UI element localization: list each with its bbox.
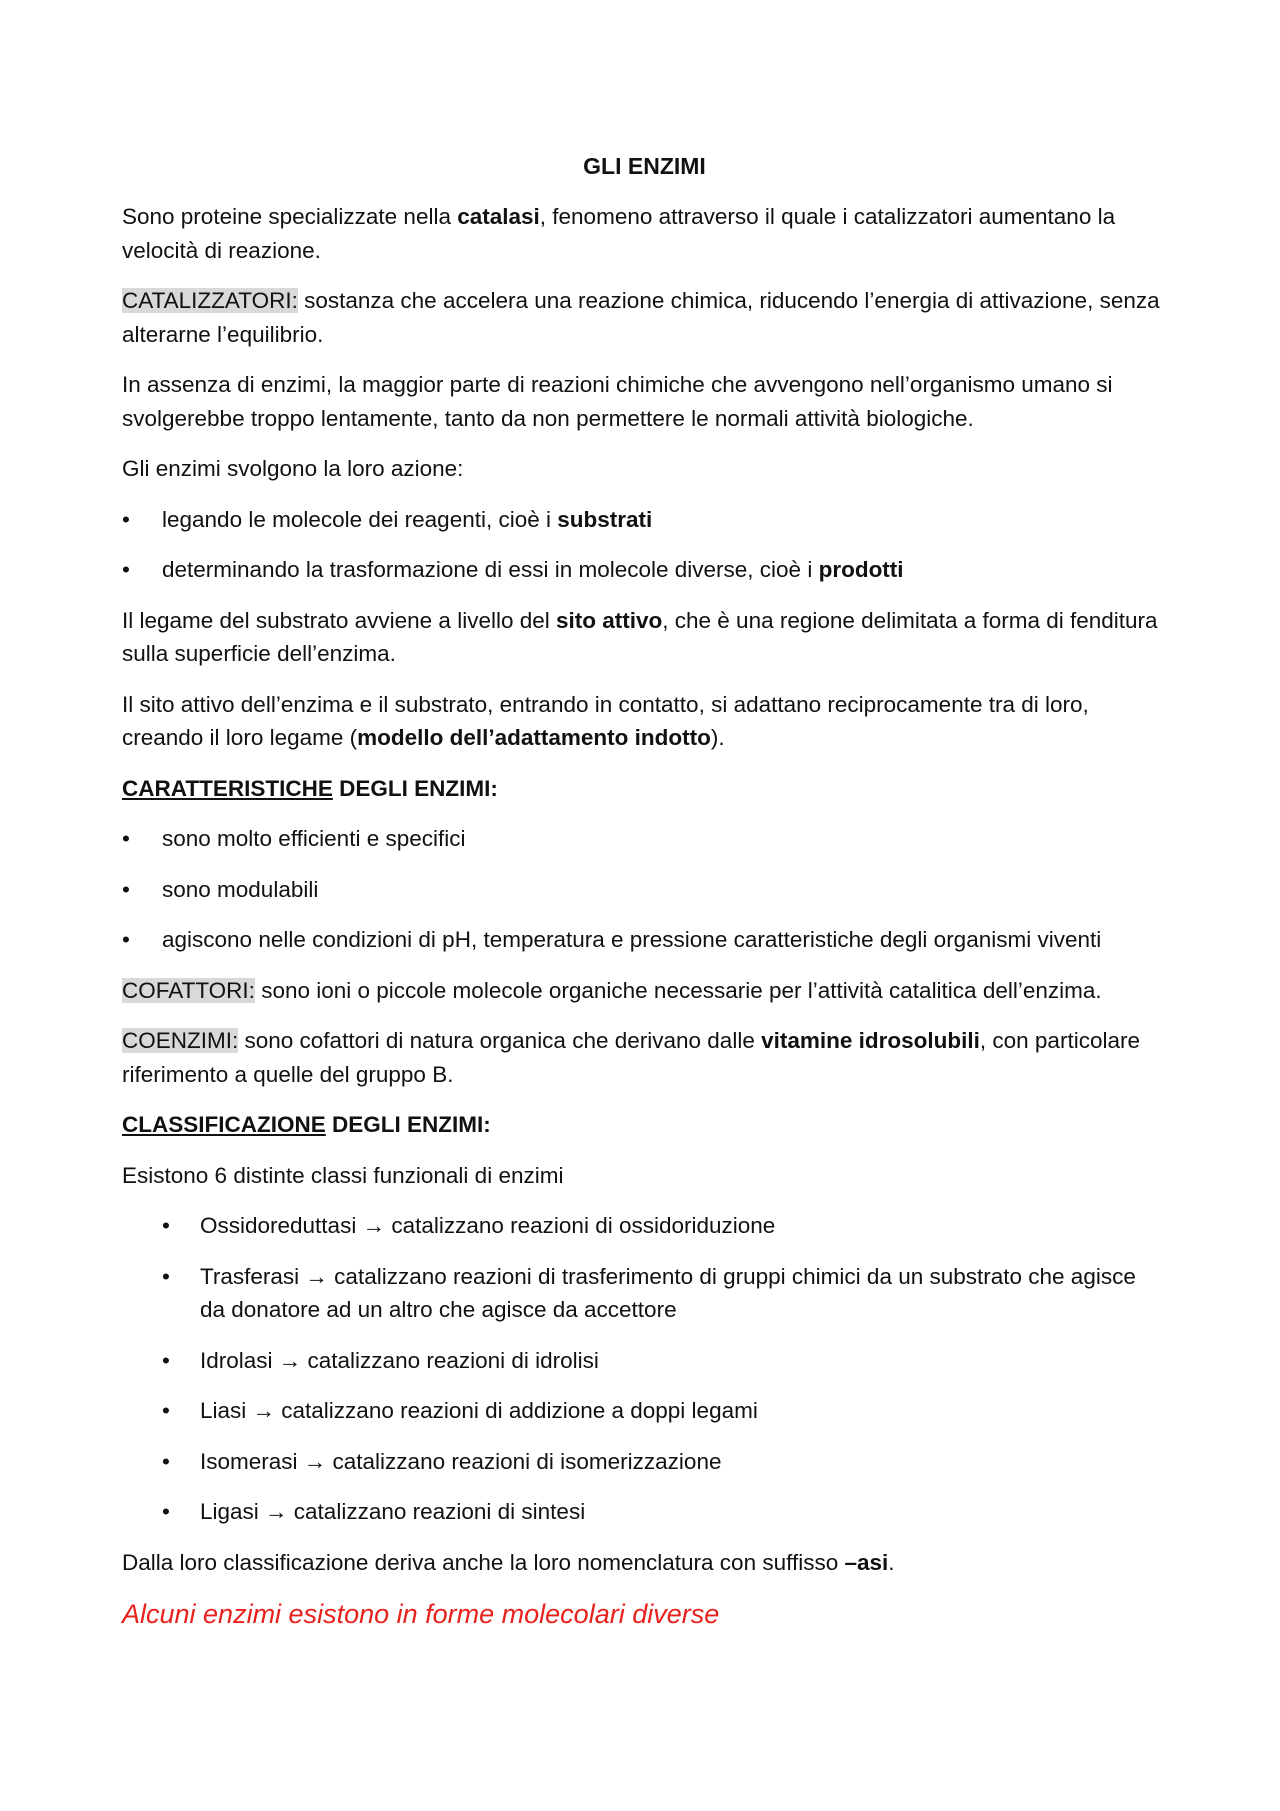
list-item — [122, 1394, 1167, 1428]
page-title: GLI ENZIMI — [583, 153, 706, 179]
classificazione-heading-underlined: CLASSIFICAZIONE — [122, 1112, 326, 1137]
list-item-text: Isomerasi → catalizzano reazioni di isomerizzazione — [200, 1448, 722, 1474]
list-item — [122, 873, 1167, 907]
list-item-bold: substrati — [557, 506, 653, 532]
cofattori-paragraph — [122, 974, 1167, 1008]
list-item — [122, 1445, 1167, 1479]
bullet-icon: • — [122, 506, 130, 532]
list-item — [122, 1344, 1167, 1378]
red-italic-note: Alcuni enzimi esistono in forme molecolari diverse — [122, 1599, 720, 1629]
azione-list — [122, 503, 1167, 587]
legame-text-1: Il legame del substrato avviene a livello del — [122, 607, 556, 633]
intro-paragraph — [122, 200, 1167, 267]
list-item-text: sono molto efficienti e specifici — [162, 826, 466, 851]
assenza-paragraph: In assenza di enzimi, la maggior parte di reazioni chimiche che avvengono nell’organismo umano si svolgerebbe troppo lentamente, tanto da non permettere le normali attività biologiche. — [122, 372, 1113, 431]
list-item — [122, 923, 1167, 957]
list-item-bold: prodotti — [818, 557, 904, 582]
bullet-icon: • — [162, 1263, 170, 1289]
coenzimi-bold-term: vitamine idrosolubili — [761, 1028, 980, 1053]
list-item — [122, 822, 1167, 856]
intro-text-1: Sono proteine specializzate nella — [122, 204, 458, 229]
sito-text-2: ). — [710, 725, 725, 750]
sito-bold-term: modello dell’adattamento indotto — [357, 725, 711, 750]
intro-bold-term: catalasi — [457, 204, 540, 229]
nomenclatura-paragraph — [122, 1546, 1167, 1580]
classificazione-intro: Esistono 6 distinte classi funzionali di enzimi — [122, 1162, 564, 1188]
cofattori-text: sono ioni o piccole molecole organiche necessarie per l’attività catalitica dell’enzima. — [254, 977, 1102, 1003]
coenzimi-label: COENZIMI: — [122, 1028, 239, 1053]
legame-text-2: , che è una regione delimitata a forma di fenditura sulla superficie dell’enzima. — [122, 607, 1158, 666]
list-item — [122, 553, 1167, 587]
list-item-text: Idrolasi → catalizzano reazioni di idrolisi — [200, 1347, 599, 1373]
catalizzatori-text: sostanza che accelera una reazione chimica, riducendo l’energia di attivazione, senza alterarne l’equilibrio. — [122, 288, 1160, 347]
caratteristiche-heading-rest: DEGLI ENZIMI: — [332, 775, 498, 801]
list-item-text: Trasferasi → catalizzano reazioni di trasferimento di gruppi chimici da un substrato che agisce da donatore ad un altro che agisce da accettore — [200, 1263, 1136, 1322]
coenzimi-text-1: sono cofattori di natura organica che derivano dalle — [238, 1028, 762, 1053]
catalizzatori-paragraph — [122, 284, 1167, 351]
classificazione-list — [122, 1209, 1167, 1529]
catalizzatori-label: CATALIZZATORI: — [122, 288, 298, 313]
caratteristiche-heading-underlined: CARATTERISTICHE — [122, 775, 333, 801]
legame-bold-term: sito attivo — [556, 607, 663, 633]
bullet-icon: • — [162, 1347, 170, 1373]
azione-intro: Gli enzimi svolgono la loro azione: — [122, 456, 464, 481]
coenzimi-paragraph — [122, 1024, 1167, 1091]
bullet-icon: • — [122, 927, 130, 952]
nomenclatura-bold-suffix: –asi — [844, 1549, 889, 1575]
bullet-icon: • — [162, 1499, 170, 1524]
list-item — [122, 503, 1167, 537]
classificazione-heading-rest: DEGLI ENZIMI: — [325, 1112, 491, 1137]
legame-paragraph — [122, 604, 1167, 671]
list-item-text: agiscono nelle condizioni di pH, temperatura e pressione caratteristiche degli organismi viventi — [162, 927, 1102, 952]
document-page — [122, 150, 1167, 1649]
bullet-icon: • — [122, 876, 130, 902]
sito-paragraph — [122, 688, 1167, 755]
nomenclatura-text-1: Dalla loro classificazione deriva anche la loro nomenclatura con suffisso — [122, 1549, 845, 1575]
coenzimi-text-2: , con particolare riferimento a quelle del gruppo B. — [122, 1028, 1140, 1087]
bullet-icon: • — [162, 1448, 170, 1474]
list-item — [122, 1209, 1167, 1243]
nomenclatura-text-2: . — [888, 1549, 895, 1575]
sito-text-1: Il sito attivo dell’enzima e il substrato, entrando in contatto, si adattano reciprocamente tra di loro, creando il loro legame ( — [122, 691, 1089, 750]
cofattori-label: COFATTORI: — [122, 977, 255, 1003]
list-item-text: legando le molecole dei reagenti, cioè i — [162, 506, 558, 532]
list-item-text: determinando la trasformazione di essi in molecole diverse, cioè i — [162, 557, 819, 582]
list-item-text: Ossidoreduttasi → catalizzano reazioni di ossidoriduzione — [200, 1213, 776, 1238]
bullet-icon: • — [162, 1213, 170, 1238]
list-item-text: Liasi → catalizzano reazioni di addizione a doppi legami — [200, 1398, 758, 1423]
bullet-icon: • — [122, 557, 130, 582]
list-item-text: sono modulabili — [162, 876, 319, 902]
caratteristiche-list — [122, 822, 1167, 957]
bullet-icon: • — [162, 1398, 170, 1423]
list-item — [122, 1260, 1167, 1327]
caratteristiche-heading — [122, 772, 1167, 806]
list-item — [122, 1495, 1167, 1529]
intro-text-2: , fenomeno attraverso il quale i catalizzatori aumentano la velocità di reazione. — [122, 204, 1116, 263]
classificazione-heading — [122, 1108, 1167, 1142]
list-item-text: Ligasi → catalizzano reazioni di sintesi — [200, 1499, 586, 1524]
bullet-icon: • — [122, 826, 130, 851]
